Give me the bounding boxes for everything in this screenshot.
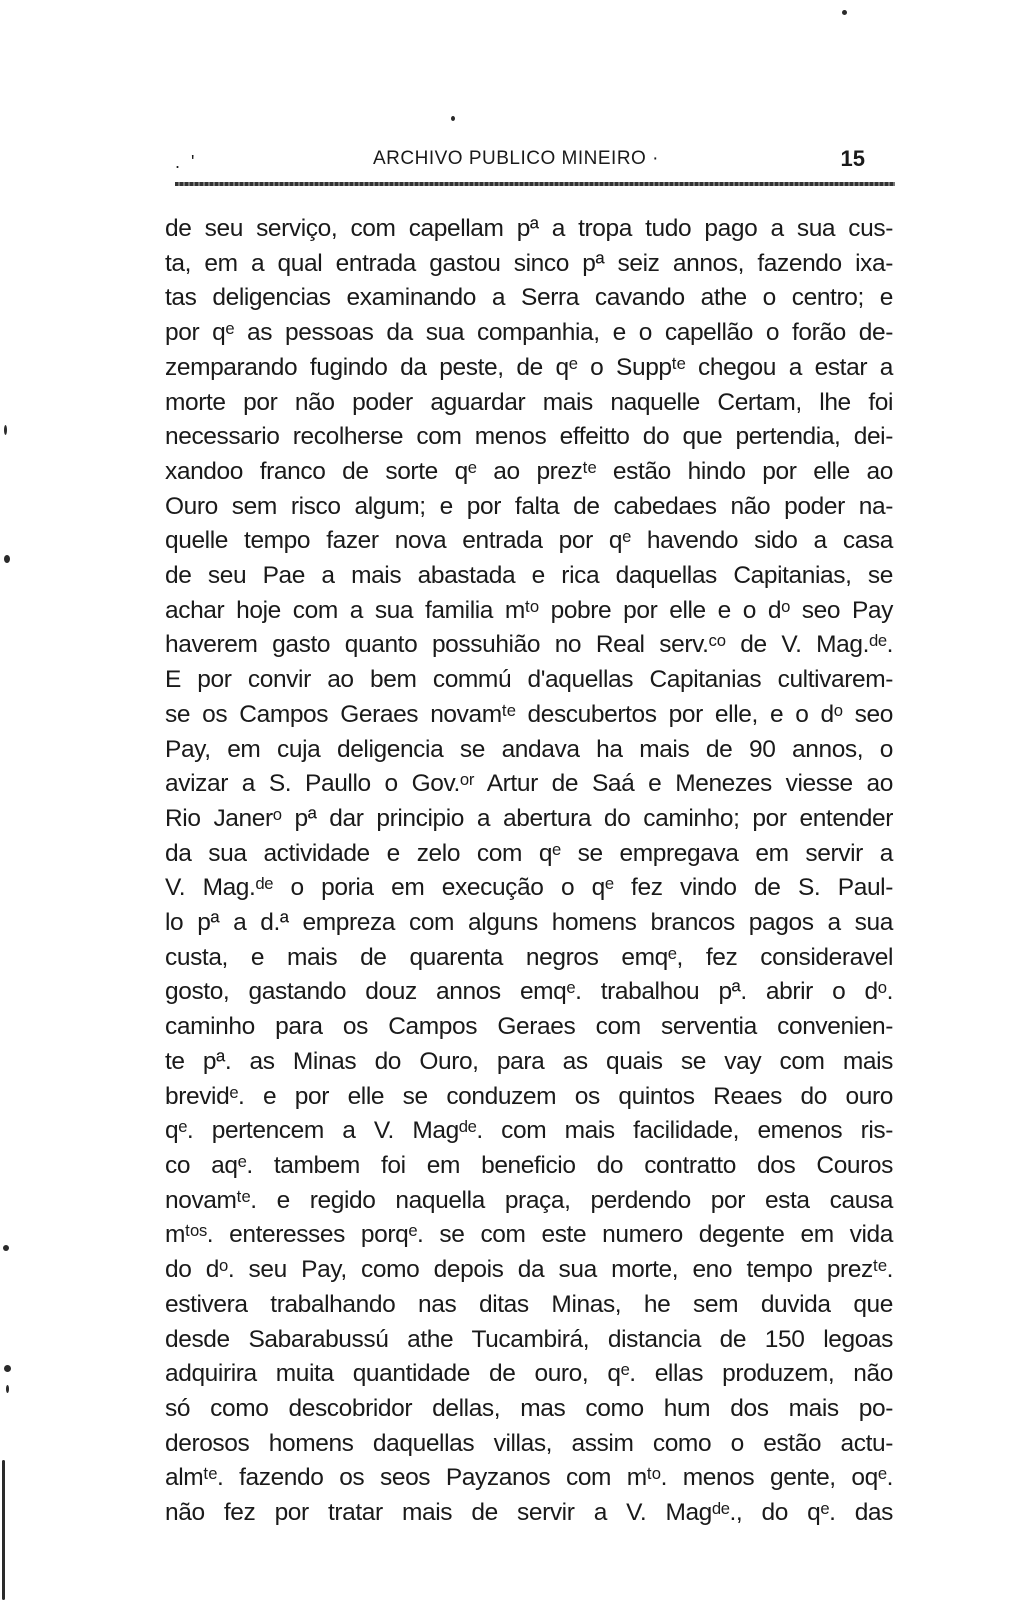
text-line: só como descobridor dellas, mas como hum dos mais po- [165, 1394, 893, 1422]
text-line: ta, em a qual entrada gastou sinco pª seiz annos, fazendo ixa- [165, 249, 893, 277]
text-line: custa, e mais de quarenta negros emqᵉ, fez consideravel [165, 943, 893, 971]
text-line: haverem gasto quanto possuhião no Real serv.ᶜᵒ de V. Mag.ᵈᵉ. [165, 631, 893, 659]
text-line: tas deligencias examinando a Serra cavando athe o centro; e [165, 284, 893, 312]
text-line: xandoo franco de sorte qᵉ ao prezᵗᵉ estão hindo por elle ao [165, 457, 893, 485]
header-rule [175, 182, 895, 186]
text-line: estivera trabalhando nas ditas Minas, he sem duvida que [165, 1290, 893, 1318]
text-line: Ouro sem risco algum; e por falta de cabedaes não poder na- [165, 492, 893, 520]
text-line: caminho para os Campos Geraes com serventia convenien- [165, 1013, 893, 1041]
scan-speck [3, 1245, 9, 1251]
text-line: Pay, em cuja deligencia se andava ha mais de 90 annos, o [165, 735, 893, 763]
text-line: quelle tempo fazer nova entrada por qᵉ havendo sido a casa [165, 527, 893, 555]
page-number: 15 [840, 146, 865, 171]
scan-speck [451, 116, 455, 121]
scan-speck [6, 1385, 9, 1393]
scan-speck [4, 555, 10, 563]
scan-speck [4, 425, 7, 435]
text-line: almᵗᵉ. fazendo os seos Payzanos com mᵗᵒ. menos gente, oqᵉ. [165, 1464, 893, 1492]
text-line: V. Mag.ᵈᵉ o poria em execução o qᵉ fez vindo de S. Paul- [165, 874, 893, 902]
scan-speck [842, 10, 847, 15]
text-line: se os Campos Geraes novamᵗᵉ descubertos por elle, e o dᵒ seo [165, 700, 893, 728]
text-line: brevidᵉ. e por elle se conduzem os quintos Reaes do ouro [165, 1082, 893, 1110]
text-line: E por convir ao bem commú d'aquellas Capitanias cultivarem- [165, 666, 893, 694]
text-line: novamᵗᵉ. e regido naquella praça, perdendo por esta causa [165, 1186, 893, 1214]
text-line: zemparando fugindo da peste, de qᵉ o Suppᵗᵉ chegou a estar a [165, 353, 893, 381]
text-line: qᵉ. pertencem a V. Magᵈᵉ. com mais facilidade, emenos ris- [165, 1117, 893, 1145]
text-line: achar hoje com a sua familia mᵗᵒ pobre por elle e o dᵒ seo Pay [165, 596, 893, 624]
text-line: da sua actividade e zelo com qᵉ se empregava em servir a [165, 839, 893, 867]
text-line: avizar a S. Paullo o Gov.ᵒʳ Artur de Saá e Menezes viesse ao [165, 770, 893, 798]
text-line: gosto, gastando douz annos emqᵉ. trabalhou pª. abrir o dᵒ. [165, 978, 893, 1006]
scan-speck [2, 1460, 5, 1600]
text-line: te pª. as Minas do Ouro, para as quais se vay com mais [165, 1047, 893, 1075]
text-line: de seu Pae a mais abastada e rica daquellas Capitanias, se [165, 562, 893, 590]
text-line: necessario recolherse com menos effeitto do que pertendia, dei- [165, 423, 893, 451]
text-line: adquirira muita quantidade de ouro, qᵉ. ellas produzem, não [165, 1360, 893, 1388]
text-line: Rio Janerᵒ pª dar principio a abertura do caminho; por entender [165, 804, 893, 832]
running-header [175, 148, 895, 178]
running-title: ARCHIVO PUBLICO MINEIRO · [373, 148, 659, 169]
header-left-mark: . ' [175, 152, 198, 172]
text-line: não fez por tratar mais de servir a V. Magᵈᵉ., do qᵉ. das [165, 1499, 893, 1527]
text-line: derosos homens daquellas villas, assim como o estão actu- [165, 1429, 893, 1457]
text-line: do dᵒ. seu Pay, como depois da sua morte, eno tempo prezᵗᵉ. [165, 1256, 893, 1284]
text-line: por qᵉ as pessoas da sua companhia, e o capellão o forão de- [165, 319, 893, 347]
body-text [165, 212, 893, 1531]
text-line: morte por não poder aguardar mais naquelle Certam, lhe foi [165, 388, 893, 416]
text-line: co aqᵉ. tambem foi em beneficio do contratto dos Couros [165, 1151, 893, 1179]
scan-speck [4, 1365, 11, 1372]
text-line: lo pª a d.ª empreza com alguns homens brancos pagos a sua [165, 909, 893, 937]
text-line: de seu serviço, com capellam pª a tropa tudo pago a sua cus- [165, 215, 893, 242]
text-line: desde Sabarabussú athe Tucambirá, distancia de 150 legoas [165, 1325, 893, 1353]
text-line: mᵗᵒˢ. enteresses porqᵉ. se com este numero degente em vida [165, 1221, 893, 1249]
